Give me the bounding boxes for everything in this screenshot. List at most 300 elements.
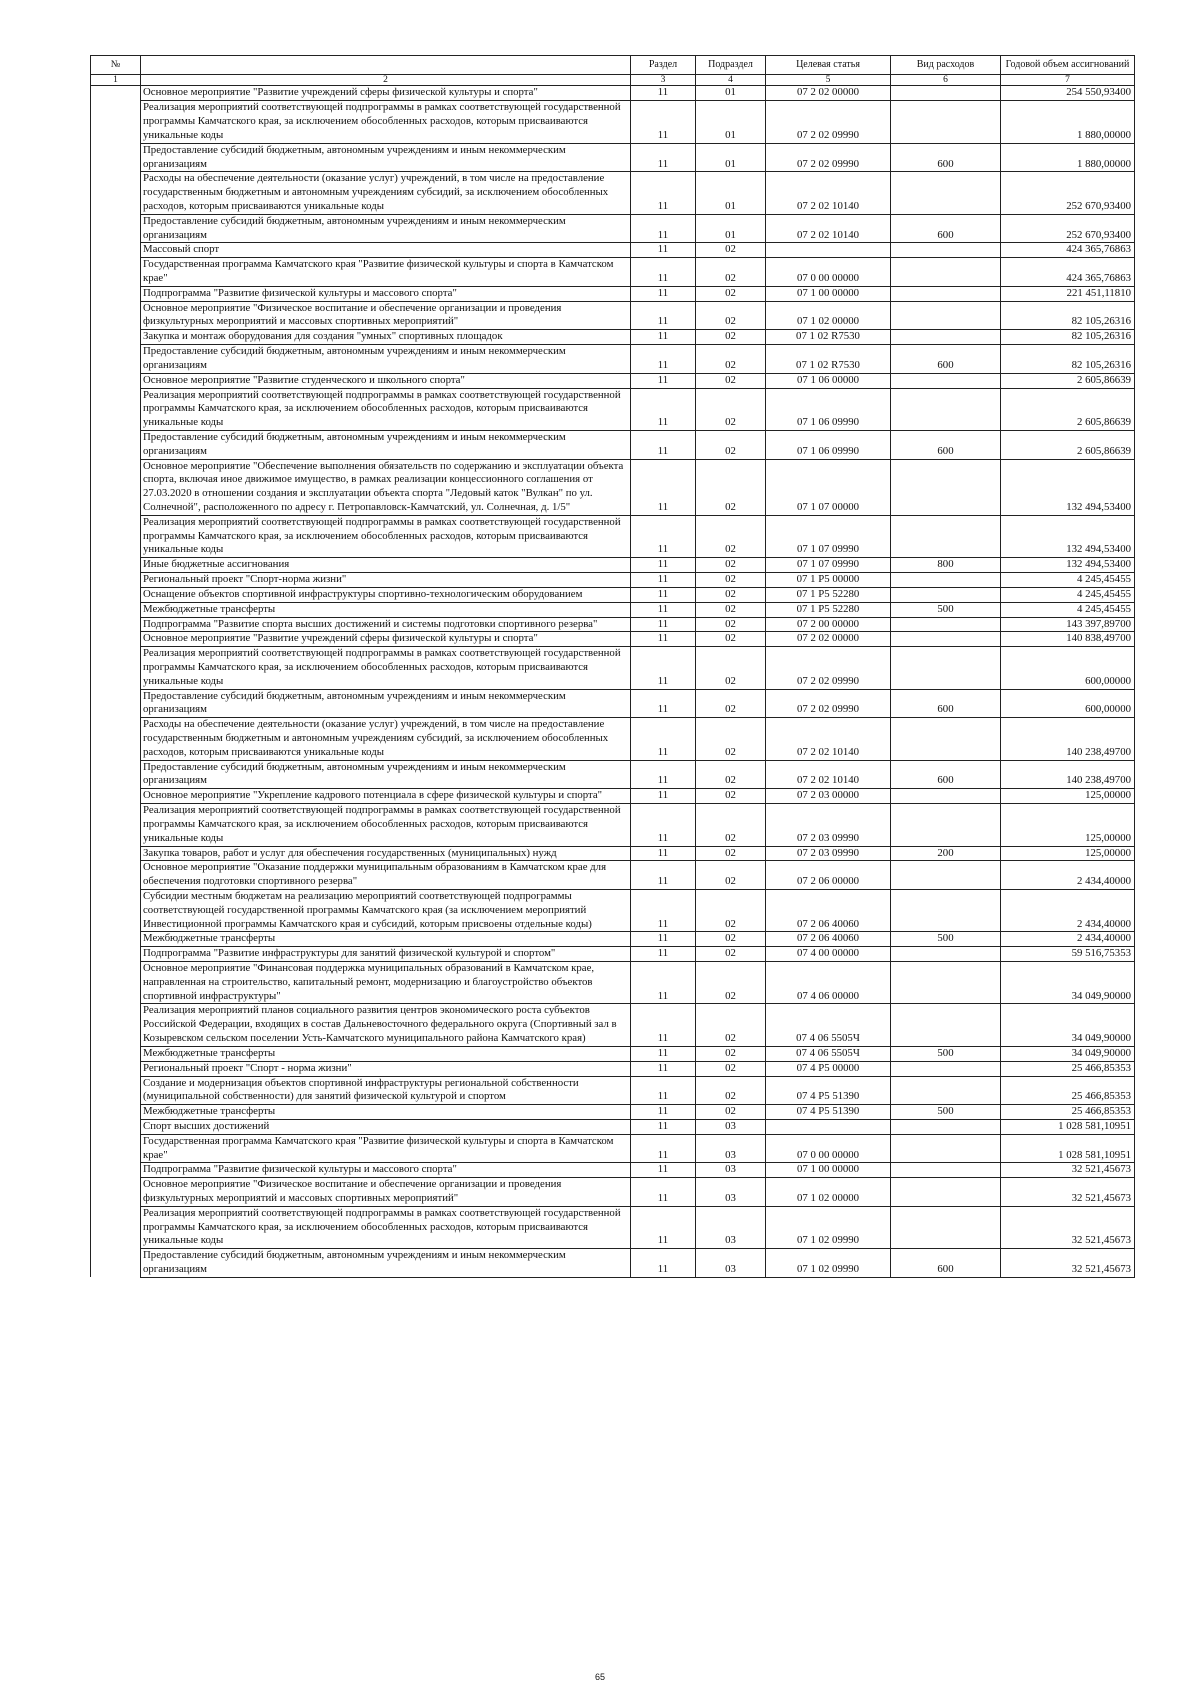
row-target: 07 2 02 10140 [766, 172, 891, 214]
row-target: 07 1 07 09990 [766, 558, 891, 573]
row-podrazdel: 03 [696, 1178, 766, 1207]
row-razdel: 11 [631, 388, 696, 430]
row-target: 07 4 00 00000 [766, 947, 891, 962]
row-amount: 32 521,45673 [1001, 1163, 1135, 1178]
row-podrazdel: 02 [696, 861, 766, 890]
table-row [91, 932, 1135, 947]
row-name: Оснащение объектов спортивной инфраструктуры спортивно-технологическим оборудованием [141, 587, 631, 602]
row-name: Подпрограмма "Развитие спорта высших достижений и системы подготовки спортивного резерва" [141, 617, 631, 632]
row-vid [891, 632, 1001, 647]
row-vid [891, 1076, 1001, 1105]
page-number: 65 [594, 1672, 605, 1682]
row-amount: 1 028 581,10951 [1001, 1134, 1135, 1163]
column-number: 3 [631, 75, 696, 86]
table-row [91, 1206, 1135, 1248]
row-vid [891, 1061, 1001, 1076]
row-vid: 200 [891, 846, 1001, 861]
row-razdel: 11 [631, 1178, 696, 1207]
row-num-cell [91, 789, 141, 804]
table-row [91, 1249, 1135, 1278]
row-amount: 32 521,45673 [1001, 1249, 1135, 1278]
row-target: 07 1 P5 00000 [766, 573, 891, 588]
row-podrazdel: 02 [696, 760, 766, 789]
table-row [91, 689, 1135, 718]
row-razdel: 11 [631, 1206, 696, 1248]
column-number: 1 [91, 75, 141, 86]
table-row [91, 1076, 1135, 1105]
row-amount: 252 670,93400 [1001, 214, 1135, 243]
row-num-cell [91, 689, 141, 718]
row-vid [891, 889, 1001, 931]
row-podrazdel: 02 [696, 1004, 766, 1046]
row-target: 07 2 02 10140 [766, 214, 891, 243]
row-name: Основное мероприятие "Укрепление кадрового потенциала в сфере физической культуры и спорта" [141, 789, 631, 804]
row-name: Подпрограмма "Развитие физической культуры и массового спорта" [141, 1163, 631, 1178]
row-target: 07 4 06 5505Ч [766, 1004, 891, 1046]
row-razdel: 11 [631, 602, 696, 617]
row-num-cell [91, 1046, 141, 1061]
row-amount: 132 494,53400 [1001, 459, 1135, 515]
row-target: 07 1 00 00000 [766, 286, 891, 301]
row-vid: 600 [891, 214, 1001, 243]
row-vid [891, 286, 1001, 301]
row-num-cell [91, 718, 141, 760]
row-name: Межбюджетные трансферты [141, 1046, 631, 1061]
table-row [91, 1163, 1135, 1178]
row-name: Расходы на обеспечение деятельности (оказание услуг) учреждений, в том числе на предоставление государственным бюджетным и автономным учреждениям субсидий, за исключением обособленных расходов, которым присваиваются уникальные коды [141, 718, 631, 760]
row-amount: 25 466,85353 [1001, 1105, 1135, 1120]
row-vid [891, 1178, 1001, 1207]
row-num-cell [91, 861, 141, 890]
row-name: Межбюджетные трансферты [141, 932, 631, 947]
table-row [91, 345, 1135, 374]
table-row [91, 459, 1135, 515]
row-num-cell [91, 617, 141, 632]
row-name: Основное мероприятие "Развитие учреждений сферы физической культуры и спорта" [141, 86, 631, 101]
row-podrazdel: 02 [696, 1046, 766, 1061]
row-razdel: 11 [631, 573, 696, 588]
table-row [91, 1061, 1135, 1076]
row-num-cell [91, 459, 141, 515]
row-name: Основное мероприятие "Оказание поддержки муниципальным образованиям в Камчатском крае для обеспечения подготовки спортивного резерва" [141, 861, 631, 890]
row-vid: 600 [891, 689, 1001, 718]
table-row [91, 1134, 1135, 1163]
row-podrazdel: 02 [696, 962, 766, 1004]
row-podrazdel: 03 [696, 1134, 766, 1163]
row-name: Создание и модернизация объектов спортивной инфраструктуры региональной собственности (муниципальной собственности) для занятий физической культурой и спортом [141, 1076, 631, 1105]
row-num-cell [91, 243, 141, 258]
row-num-cell [91, 558, 141, 573]
table-row [91, 962, 1135, 1004]
row-razdel: 11 [631, 172, 696, 214]
table-row [91, 558, 1135, 573]
row-podrazdel: 03 [696, 1163, 766, 1178]
row-name: Спорт высших достижений [141, 1119, 631, 1134]
row-name: Основное мероприятие "Физическое воспитание и обеспечение организации и проведения физкультурных мероприятий и массовых спортивных мероприятий" [141, 1178, 631, 1207]
row-amount: 2 434,40000 [1001, 861, 1135, 890]
row-vid: 500 [891, 1105, 1001, 1120]
table-row [91, 789, 1135, 804]
row-razdel: 11 [631, 962, 696, 1004]
table-row [91, 258, 1135, 287]
row-vid [891, 1134, 1001, 1163]
row-name: Основное мероприятие "Развитие студенческого и школьного спорта" [141, 373, 631, 388]
row-name: Предоставление субсидий бюджетным, автономным учреждениям и иным некоммерческим организациям [141, 689, 631, 718]
row-razdel: 11 [631, 214, 696, 243]
row-amount: 4 245,45455 [1001, 587, 1135, 602]
row-num-cell [91, 932, 141, 947]
row-amount: 25 466,85353 [1001, 1076, 1135, 1105]
row-num-cell [91, 1134, 141, 1163]
row-podrazdel: 02 [696, 947, 766, 962]
row-podrazdel: 02 [696, 647, 766, 689]
row-name: Массовый спорт [141, 243, 631, 258]
row-vid: 600 [891, 345, 1001, 374]
table-row [91, 1004, 1135, 1046]
row-razdel: 11 [631, 143, 696, 172]
row-amount: 34 049,90000 [1001, 1004, 1135, 1046]
row-razdel: 11 [631, 932, 696, 947]
row-razdel: 11 [631, 689, 696, 718]
column-number: 5 [766, 75, 891, 86]
row-num-cell [91, 1206, 141, 1248]
row-name: Реализация мероприятий соответствующей подпрограммы в рамках соответствующей государственной программы Камчатского края, за исключением обособленных расходов, которым присваиваются уникальные коды [141, 647, 631, 689]
table-row [91, 587, 1135, 602]
row-amount: 252 670,93400 [1001, 172, 1135, 214]
table-row [91, 602, 1135, 617]
row-num-cell [91, 587, 141, 602]
row-name: Реализация мероприятий соответствующей подпрограммы в рамках соответствующей государственной программы Камчатского края, за исключением обособленных расходов, которым присваиваются уникальные коды [141, 804, 631, 846]
row-amount: 2 434,40000 [1001, 889, 1135, 931]
document-page [90, 55, 1134, 1278]
row-amount: 1 880,00000 [1001, 143, 1135, 172]
row-target: 07 1 06 09990 [766, 430, 891, 459]
row-num-cell [91, 214, 141, 243]
row-razdel: 11 [631, 760, 696, 789]
row-num-cell [91, 602, 141, 617]
row-name: Государственная программа Камчатского края "Развитие физической культуры и спорта в Камчатском крае" [141, 1134, 631, 1163]
row-target: 07 4 P5 51390 [766, 1076, 891, 1105]
table-row [91, 143, 1135, 172]
row-vid: 500 [891, 1046, 1001, 1061]
row-podrazdel: 02 [696, 932, 766, 947]
row-vid [891, 573, 1001, 588]
row-num-cell [91, 1119, 141, 1134]
row-razdel: 11 [631, 804, 696, 846]
row-vid [891, 459, 1001, 515]
row-target: 07 2 06 40060 [766, 932, 891, 947]
row-amount: 424 365,76863 [1001, 258, 1135, 287]
table-row [91, 889, 1135, 931]
row-podrazdel: 02 [696, 587, 766, 602]
row-podrazdel: 02 [696, 602, 766, 617]
row-target: 07 1 07 09990 [766, 515, 891, 557]
row-razdel: 11 [631, 1119, 696, 1134]
row-razdel: 11 [631, 515, 696, 557]
row-vid [891, 647, 1001, 689]
row-target: 07 2 06 40060 [766, 889, 891, 931]
table-row [91, 760, 1135, 789]
row-name: Региональный проект "Спорт-норма жизни" [141, 573, 631, 588]
row-target: 07 1 07 00000 [766, 459, 891, 515]
row-name: Предоставление субсидий бюджетным, автономным учреждениям и иным некоммерческим организациям [141, 760, 631, 789]
row-num-cell [91, 345, 141, 374]
row-name: Реализация мероприятий соответствующей подпрограммы в рамках соответствующей государственной программы Камчатского края, за исключением обособленных расходов, которым присваиваются уникальные коды [141, 388, 631, 430]
row-podrazdel: 02 [696, 846, 766, 861]
header-podrazdel: Подраздел [696, 56, 766, 75]
row-vid [891, 789, 1001, 804]
row-name: Расходы на обеспечение деятельности (оказание услуг) учреждений, в том числе на предоставление государственным бюджетным и автономным учреждениям субсидий, за исключением обособленных расходов, которым присваиваются уникальные коды [141, 172, 631, 214]
row-amount: 2 605,86639 [1001, 373, 1135, 388]
row-num-cell [91, 388, 141, 430]
row-podrazdel: 02 [696, 1105, 766, 1120]
row-name: Реализация мероприятий соответствующей подпрограммы в рамках соответствующей государственной программы Камчатского края, за исключением обособленных расходов, которым присваиваются уникальные коды [141, 1206, 631, 1248]
row-name: Основное мероприятие "Финансовая поддержка муниципальных образований в Камчатском крае, направленная на строительство, капитальный ремонт, модернизацию и благоустройство объектов спортивной инфраструктуры" [141, 962, 631, 1004]
row-amount: 125,00000 [1001, 804, 1135, 846]
header-target: Целевая статья [766, 56, 891, 75]
row-name: Государственная программа Камчатского края "Развитие физической культуры и спорта в Камчатском крае" [141, 258, 631, 287]
row-vid [891, 804, 1001, 846]
row-amount: 2 434,40000 [1001, 932, 1135, 947]
row-name: Предоставление субсидий бюджетным, автономным учреждениям и иным некоммерческим организациям [141, 430, 631, 459]
row-razdel: 11 [631, 430, 696, 459]
table-row [91, 430, 1135, 459]
row-num-cell [91, 172, 141, 214]
row-amount: 1 028 581,10951 [1001, 1119, 1135, 1134]
row-vid [891, 1119, 1001, 1134]
row-target: 07 1 02 09990 [766, 1206, 891, 1248]
row-num-cell [91, 143, 141, 172]
table-row [91, 947, 1135, 962]
row-target: 07 1 02 R7530 [766, 330, 891, 345]
row-amount: 125,00000 [1001, 846, 1135, 861]
row-name: Реализация мероприятий планов социального развития центров экономического роста субъектов Российской Федерации, входящих в состав Дальневосточного федерального округа (Спортивный зал в Козыревском сельском поселении Усть-Камчатского муниципального района Камчатского края) [141, 1004, 631, 1046]
header-name [141, 56, 631, 75]
table-row [91, 617, 1135, 632]
row-razdel: 11 [631, 101, 696, 143]
row-podrazdel: 03 [696, 1119, 766, 1134]
row-amount: 34 049,90000 [1001, 962, 1135, 1004]
row-vid [891, 861, 1001, 890]
table-row [91, 243, 1135, 258]
row-num-cell [91, 330, 141, 345]
row-amount: 140 238,49700 [1001, 760, 1135, 789]
row-target: 07 1 P5 52280 [766, 602, 891, 617]
row-target: 07 1 02 00000 [766, 301, 891, 330]
row-num-cell [91, 301, 141, 330]
row-num-cell [91, 1249, 141, 1278]
header-razdel: Раздел [631, 56, 696, 75]
row-razdel: 11 [631, 345, 696, 374]
row-vid [891, 1163, 1001, 1178]
row-vid [891, 1004, 1001, 1046]
row-vid [891, 587, 1001, 602]
row-podrazdel: 02 [696, 330, 766, 345]
row-vid: 500 [891, 602, 1001, 617]
row-num-cell [91, 1004, 141, 1046]
row-podrazdel: 01 [696, 86, 766, 101]
row-target: 07 1 02 09990 [766, 1249, 891, 1278]
row-podrazdel: 02 [696, 373, 766, 388]
row-num-cell [91, 647, 141, 689]
row-vid [891, 258, 1001, 287]
row-razdel: 11 [631, 632, 696, 647]
table-row [91, 718, 1135, 760]
table-row [91, 101, 1135, 143]
row-vid [891, 947, 1001, 962]
row-vid [891, 172, 1001, 214]
row-podrazdel: 02 [696, 789, 766, 804]
row-podrazdel: 02 [696, 345, 766, 374]
row-amount: 132 494,53400 [1001, 515, 1135, 557]
row-num-cell [91, 373, 141, 388]
table-row [91, 1105, 1135, 1120]
row-vid [891, 86, 1001, 101]
row-podrazdel: 02 [696, 1076, 766, 1105]
row-amount: 2 605,86639 [1001, 430, 1135, 459]
header-row [91, 56, 1135, 75]
row-amount: 34 049,90000 [1001, 1046, 1135, 1061]
row-amount: 1 880,00000 [1001, 101, 1135, 143]
table-row [91, 515, 1135, 557]
row-target: 07 2 02 10140 [766, 718, 891, 760]
row-target: 07 2 03 00000 [766, 789, 891, 804]
row-name: Региональный проект "Спорт - норма жизни" [141, 1061, 631, 1076]
column-number: 2 [141, 75, 631, 86]
row-name: Субсидии местным бюджетам на реализацию мероприятий соответствующей подпрограммы соответствующей государственной программы Камчатского края (за исключением мероприятий Инвестиционной программы Камчатского края и субсидий, которым присвоены отдельные коды) [141, 889, 631, 931]
row-num-cell [91, 101, 141, 143]
row-amount: 2 605,86639 [1001, 388, 1135, 430]
table-row [91, 86, 1135, 101]
table-row [91, 172, 1135, 214]
table-row [91, 388, 1135, 430]
column-number: 7 [1001, 75, 1135, 86]
row-podrazdel: 02 [696, 558, 766, 573]
column-number-row [91, 75, 1135, 86]
row-podrazdel: 01 [696, 101, 766, 143]
row-target: 07 2 02 09990 [766, 143, 891, 172]
row-razdel: 11 [631, 947, 696, 962]
row-num-cell [91, 1163, 141, 1178]
row-target: 07 2 03 09990 [766, 846, 891, 861]
row-vid [891, 962, 1001, 1004]
row-podrazdel: 02 [696, 804, 766, 846]
row-podrazdel: 02 [696, 301, 766, 330]
row-num-cell [91, 947, 141, 962]
table-row [91, 846, 1135, 861]
table-row [91, 214, 1135, 243]
row-num-cell [91, 632, 141, 647]
row-razdel: 11 [631, 86, 696, 101]
table-row [91, 647, 1135, 689]
row-target: 07 1 02 R7530 [766, 345, 891, 374]
row-amount: 221 451,11810 [1001, 286, 1135, 301]
row-razdel: 11 [631, 258, 696, 287]
table-row [91, 1119, 1135, 1134]
row-name: Иные бюджетные ассигнования [141, 558, 631, 573]
row-razdel: 11 [631, 1105, 696, 1120]
row-name: Основное мероприятие "Обеспечение выполнения обязательств по содержанию и эксплуатации объекта спорта, включая иное движимое имущество, в рамках реализации концессионного соглашения от 27.03.2020 в отношении создания и эксплуатации объекта спорта "Ледовый каток "Вулкан" по ул. Солнечной", расположенного по адресу г. Петропавловск-Камчатский, ул. Солнечная, д. 1/5" [141, 459, 631, 515]
row-target: 07 2 02 10140 [766, 760, 891, 789]
row-target [766, 1119, 891, 1134]
row-razdel: 11 [631, 587, 696, 602]
row-amount: 25 466,85353 [1001, 1061, 1135, 1076]
row-amount: 125,00000 [1001, 789, 1135, 804]
row-amount: 600,00000 [1001, 689, 1135, 718]
row-razdel: 11 [631, 1076, 696, 1105]
row-amount: 32 521,45673 [1001, 1178, 1135, 1207]
row-target: 07 2 00 00000 [766, 617, 891, 632]
row-razdel: 11 [631, 1004, 696, 1046]
row-vid [891, 388, 1001, 430]
row-vid [891, 515, 1001, 557]
row-amount: 82 105,26316 [1001, 345, 1135, 374]
table-row [91, 632, 1135, 647]
row-razdel: 11 [631, 459, 696, 515]
row-num-cell [91, 962, 141, 1004]
row-name: Реализация мероприятий соответствующей подпрограммы в рамках соответствующей государственной программы Камчатского края, за исключением обособленных расходов, которым присваиваются уникальные коды [141, 515, 631, 557]
row-podrazdel: 02 [696, 632, 766, 647]
row-num-cell [91, 1105, 141, 1120]
row-vid [891, 718, 1001, 760]
row-target: 07 0 00 00000 [766, 1134, 891, 1163]
row-name: Закупка товаров, работ и услуг для обеспечения государственных (муниципальных) нужд [141, 846, 631, 861]
row-amount: 32 521,45673 [1001, 1206, 1135, 1248]
row-num-cell [91, 430, 141, 459]
row-num-cell [91, 846, 141, 861]
row-amount: 59 516,75353 [1001, 947, 1135, 962]
table-row [91, 1046, 1135, 1061]
row-target: 07 2 02 09990 [766, 689, 891, 718]
row-target: 07 1 02 00000 [766, 1178, 891, 1207]
row-target: 07 1 06 09990 [766, 388, 891, 430]
row-razdel: 11 [631, 789, 696, 804]
row-name: Межбюджетные трансферты [141, 602, 631, 617]
row-vid [891, 301, 1001, 330]
row-razdel: 11 [631, 1163, 696, 1178]
row-amount: 424 365,76863 [1001, 243, 1135, 258]
row-amount: 600,00000 [1001, 647, 1135, 689]
row-podrazdel: 02 [696, 515, 766, 557]
table-row [91, 286, 1135, 301]
column-number: 6 [891, 75, 1001, 86]
row-podrazdel: 02 [696, 286, 766, 301]
table-row [91, 804, 1135, 846]
row-vid [891, 101, 1001, 143]
column-number: 4 [696, 75, 766, 86]
table-row [91, 573, 1135, 588]
row-vid: 800 [891, 558, 1001, 573]
row-name: Предоставление субсидий бюджетным, автономным учреждениям и иным некоммерческим организациям [141, 1249, 631, 1278]
row-target: 07 2 02 00000 [766, 632, 891, 647]
row-name: Основное мероприятие "Физическое воспитание и обеспечение организации и проведения физкультурных мероприятий и массовых спортивных мероприятий" [141, 301, 631, 330]
row-target: 07 1 00 00000 [766, 1163, 891, 1178]
row-target: 07 4 P5 51390 [766, 1105, 891, 1120]
row-podrazdel: 02 [696, 689, 766, 718]
row-amount: 140 838,49700 [1001, 632, 1135, 647]
row-target: 07 0 00 00000 [766, 258, 891, 287]
row-vid: 600 [891, 430, 1001, 459]
table-row [91, 861, 1135, 890]
row-podrazdel: 01 [696, 214, 766, 243]
row-target: 07 2 02 09990 [766, 101, 891, 143]
table-row [91, 373, 1135, 388]
row-amount: 254 550,93400 [1001, 86, 1135, 101]
row-vid [891, 373, 1001, 388]
row-razdel: 11 [631, 1134, 696, 1163]
row-amount: 132 494,53400 [1001, 558, 1135, 573]
row-num-cell [91, 760, 141, 789]
